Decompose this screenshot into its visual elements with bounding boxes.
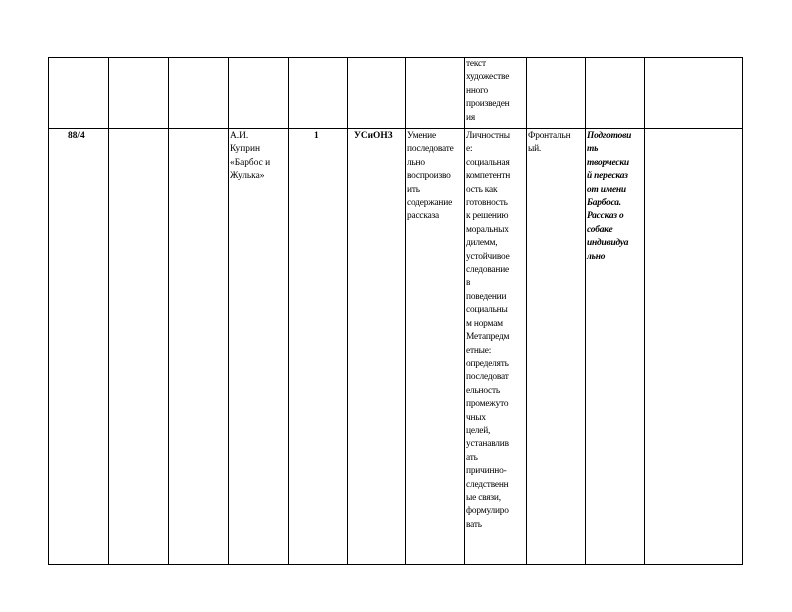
table-right-border — [742, 57, 743, 565]
column-border — [405, 57, 406, 565]
lesson-skills: Умение последовате льно воспроизво ить содержание рассказа — [407, 131, 454, 222]
lesson-control: Фронтальн ый. — [528, 131, 571, 155]
column-border — [347, 57, 348, 565]
continued-uud-text: текст художестве нного произведен ия — [466, 59, 510, 123]
row-separator — [48, 128, 743, 129]
column-border — [48, 57, 49, 565]
column-border — [644, 57, 645, 565]
lesson-homework: Подготови ть творчески й пересказ от имени Барбоса. Рассказ о собаке индивидуа льно — [587, 131, 632, 262]
table-top-border — [48, 57, 743, 58]
column-border — [526, 57, 527, 565]
lesson-hours: 1 — [314, 131, 319, 141]
column-border — [585, 57, 586, 565]
table-bottom-border — [48, 564, 743, 565]
column-border — [288, 57, 289, 565]
lesson-topic: А.И. Куприн «Барбос и Жулька» — [230, 131, 271, 182]
lesson-type: УСиОНЗ — [354, 131, 393, 141]
column-border — [464, 57, 465, 565]
column-border — [228, 57, 229, 565]
lesson-uud: Личностны е: социальная компетентн ость как готовность к решению моральных дилемм, устойчивое следование в поведении социальны м нормам Метапредм етные: определять последоват ельность промежуто чных целей, устанавлив ать причинно- следственн ые связи, формулиро вать — [466, 131, 511, 530]
column-border — [108, 57, 109, 565]
column-border — [168, 57, 169, 565]
lesson-number: 88/4 — [68, 131, 85, 141]
